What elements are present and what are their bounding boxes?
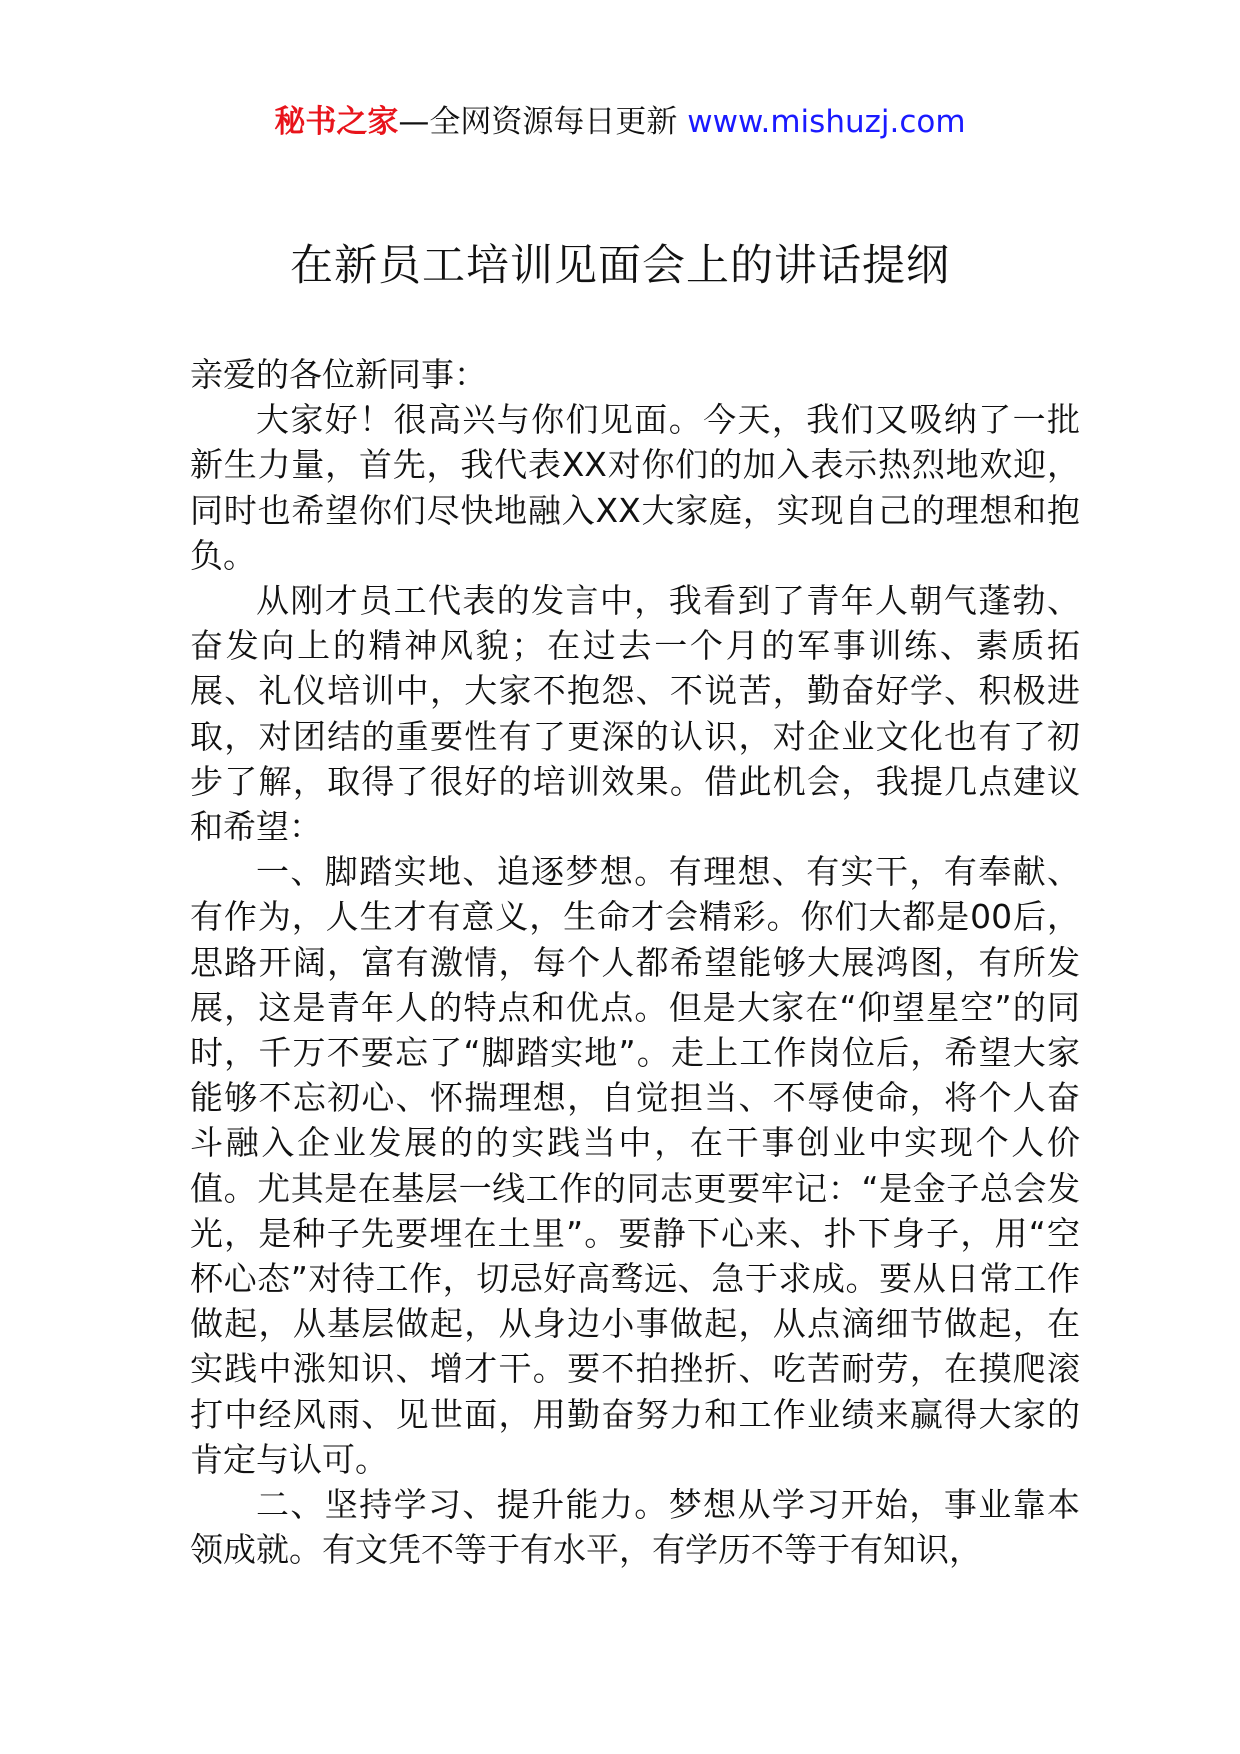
brand-name: 秘书之家 [274, 104, 399, 140]
site-url-link[interactable]: www.mishuzj.com [687, 104, 966, 140]
document-body [190, 352, 1080, 1572]
paragraph-observation: 从刚才员工代表的发言中，我看到了青年人朝气蓬勃、奋发向上的精神风貌；在过去一个月的军事训练、素质拓展、礼仪培训中，大家不抱怨、不说苦，勤奋好学、积极进取，对团结的重要性有了更深的认识，对企业文化也有了初步了解，取得了很好的培训效果。借此机会，我提几点建议和希望： [190, 581, 1080, 847]
paragraph-point-one: 一、脚踏实地、追逐梦想。有理想、有实干，有奉献、有作为，人生才有意义，生命才会精彩。你们大都是00后，思路开阔，富有激情，每个人都希望能够大展鸿图，有所发展，这是青年人的特点和优点。但是大家在“仰望星空”的同时，千万不要忘了“脚踏实地”。走上工作岗位后，希望大家能够不忘初心、怀揣理想，自觉担当、不辱使命，将个人奋斗融入企业发展的的实践当中，在干事创业中实现个人价值。尤其是在基层一线工作的同志更要牢记：“是金子总会发光，是种子先要埋在土里”。要静下心来、扑下身子，用“空杯心态”对待工作，切忌好高骛远、急于求成。要从日常工作做起，从基层做起，从身边小事做起，从点滴细节做起，在实践中涨知识、增才干。要不拍挫折、吃苦耐劳，在摸爬滚打中经风雨、见世面，用勤奋努力和工作业绩来赢得大家的肯定与认可。 [190, 852, 1080, 1479]
paragraph-point-two: 二、坚持学习、提升能力。梦想从学习开始，事业靠本领成就。有文凭不等于有水平，有学历不等于有知识， [190, 1485, 1080, 1570]
salutation: 亲爱的各位新同事： [190, 355, 487, 394]
paragraph-greeting: 大家好！很高兴与你们见面。今天，我们又吸纳了一批新生力量，首先，我代表XX对你们的加入表示热烈地欢迎，同时也希望你们尽快地融入XX大家庭，实现自己的理想和抱负。 [190, 400, 1080, 575]
site-header [0, 100, 1240, 144]
document-title: 在新员工培训见面会上的讲话提纲 [290, 241, 950, 291]
header-slogan: —全网资源每日更新 [398, 104, 688, 140]
